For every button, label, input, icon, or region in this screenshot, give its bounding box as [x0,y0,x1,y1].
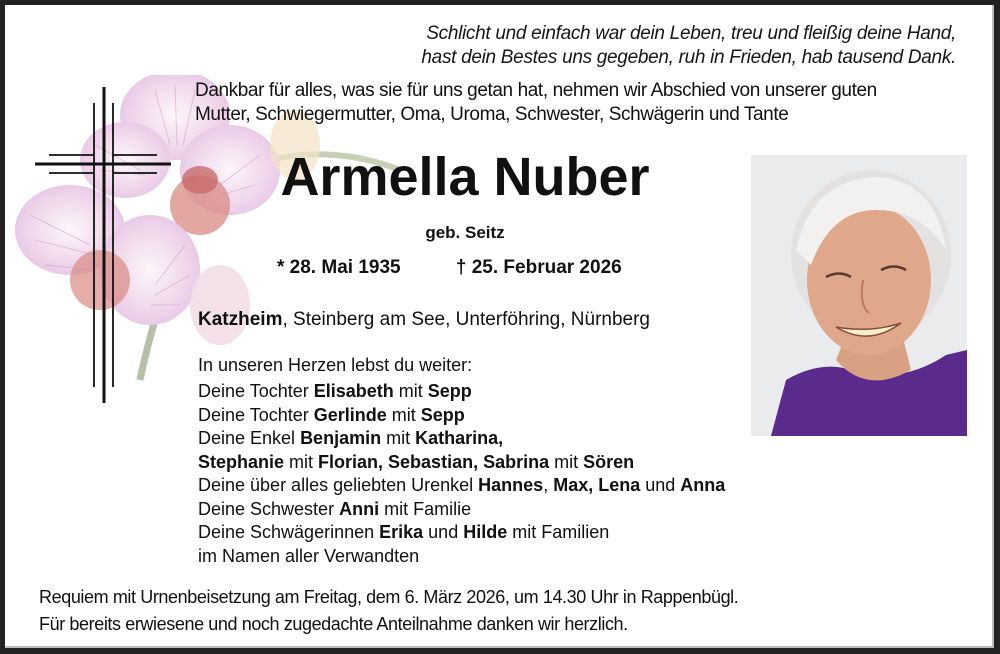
obituary-card [5,5,994,648]
family-member-name: Sepp [420,404,465,425]
motto-line-2: hast dein Bestes uns gegeben, ruh in Frieden, hab tausend Dank. [421,47,956,68]
family-member-name: Erika [379,522,424,542]
family-member-name: Florian, Sebastian, Sabrina [318,451,550,472]
family-list [198,380,725,568]
family-relation-text: mit Familien [507,522,610,542]
family-member-name: Gerlinde [313,404,387,425]
places-line [198,309,650,331]
family-relation-text: mit [381,428,416,448]
family-relation-text: mit [393,381,428,401]
death-date: † 25. Februar 2026 [455,257,622,278]
intro-line-2: Mutter, Schwiegermutter, Oma, Uroma, Schwester, Schwägerin und Tante [195,104,789,125]
intro-text [195,79,975,127]
motto-line-1: Schlicht und einfach war dein Leben, treu und fleißig deine Hand, [426,23,956,44]
family-relation-text: im Namen aller Verwandten [198,545,420,566]
family-row [198,404,725,428]
family-row [198,545,725,569]
family-relation-text: und [423,522,464,542]
intro-line-1: Dankbar für alles, was sie für uns getan hat, nehmen wir Abschied von unserer guten [195,80,877,101]
family-relation-text: , [543,475,554,495]
other-places: , Steinberg am See, Unterföhring, Nürnberg [282,309,650,330]
family-member-name: Elisabeth [313,381,394,401]
maiden-name: geb. Seitz [425,223,505,242]
deceased-name: Armella Nuber [280,147,650,207]
family-member-name: Stephanie [198,451,285,472]
family-relation-text: Deine Tochter [198,381,314,401]
family-member-name: Sören [583,451,635,472]
birth-date: * 28. Mai 1935 [277,257,401,278]
family-member-name: Sepp [427,381,472,401]
family-member-name: Hilde [463,522,508,542]
requiem-line: Requiem mit Urnenbeisetzung am Freitag, dem 6. März 2026, um 14.30 Uhr in Rappenbügl. [39,587,739,607]
family-member-name: Anni [339,498,380,519]
family-row [198,380,725,404]
family-member-name: Max, Lena [553,475,641,495]
motto-verse [421,22,956,70]
life-dates [277,257,622,279]
family-relation-text: Deine über alles geliebten Urenkel [198,475,479,495]
family-relation-text: mit [386,404,421,425]
family-row [198,474,725,498]
family-relation-text: mit [549,451,584,472]
portrait-photo [751,155,967,436]
family-row [198,451,725,475]
family-member-name: Katharina, [415,428,504,448]
family-row [198,521,725,545]
heart-line: In unseren Herzen lebst du weiter: [198,355,473,375]
family-relation-text: Deine Schwester [198,498,340,519]
family-relation-text: Deine Schwägerinnen [198,522,380,542]
family-member-name: Anna [680,475,726,495]
thanks-line: Für bereits erwiesene und noch zugedachte Anteilnahme danken wir herzlich. [39,614,628,634]
family-row [198,498,725,522]
family-relation-text: Deine Enkel [198,428,301,448]
family-relation-text: mit Familie [379,498,472,519]
family-relation-text: Deine Tochter [198,404,314,425]
primary-place: Katzheim [198,309,283,330]
service-notice [39,584,738,638]
family-relation-text: und [640,475,681,495]
family-member-name: Benjamin [300,428,382,448]
family-row [198,427,725,451]
family-relation-text: mit [284,451,319,472]
family-member-name: Hannes [478,475,544,495]
